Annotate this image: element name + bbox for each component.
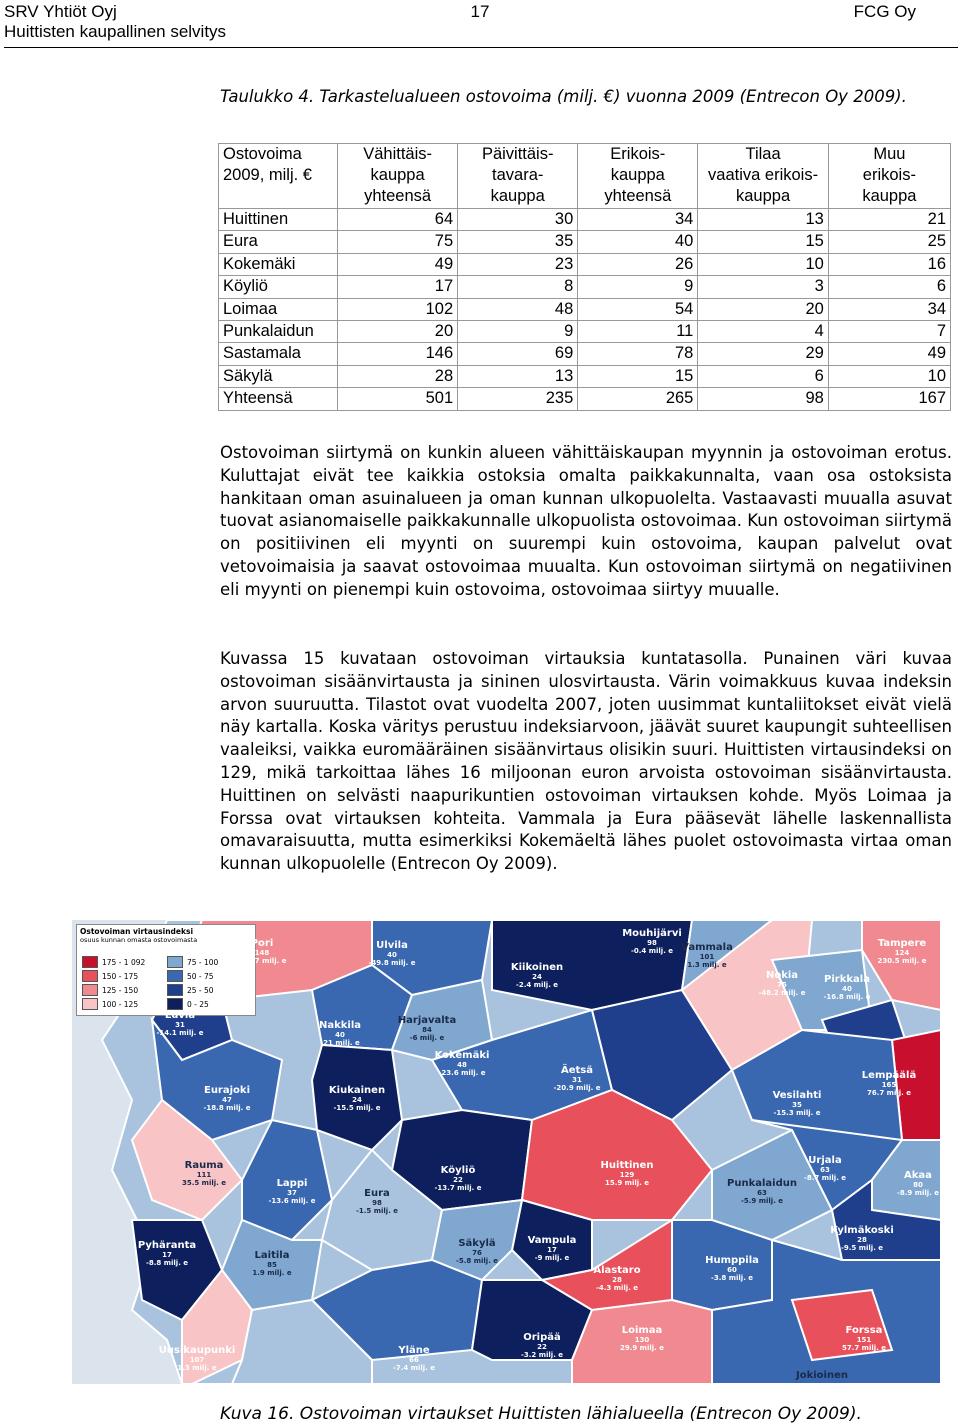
author-name: FCG Oy <box>853 2 916 21</box>
legend-range: 175 - 1 092 <box>102 957 146 967</box>
table-cell: 11 <box>578 321 698 343</box>
municipality-name: Loimaa <box>621 1325 663 1336</box>
legend-item <box>82 955 167 969</box>
company-name: SRV Yhtiöt Oyj <box>4 2 117 21</box>
table-cell: 6 <box>828 276 950 298</box>
municipality-flow: 1.3 milj. e <box>687 961 727 969</box>
municipality-label <box>369 1345 459 1372</box>
legend-range: 125 - 150 <box>102 985 139 995</box>
table-cell: 13 <box>698 209 828 231</box>
municipality-index: 76 <box>472 1249 482 1257</box>
municipality-name: Laitila <box>254 1250 290 1261</box>
table-cell: 235 <box>458 388 578 410</box>
municipality-name: Punkalaidun <box>727 1178 797 1189</box>
figure-caption: Kuva 16. Ostovoiman virtaukset Huittisten lähialueella (Entrecon Oy 2009). <box>220 1404 862 1424</box>
column-header: Erikois- kauppa yhteensä <box>578 144 698 209</box>
municipality-label <box>752 1090 842 1117</box>
municipality-index: 124 <box>894 949 910 957</box>
table-cell: 15 <box>698 231 828 253</box>
municipality-index: 66 <box>409 1356 419 1364</box>
municipality-index: 35 <box>792 1101 802 1109</box>
column-header: Muu erikois- kauppa <box>828 144 950 209</box>
municipality-flow: -8.8 milj. e <box>145 1259 189 1267</box>
municipality-label <box>159 1160 249 1187</box>
table-cell: 48 <box>458 298 578 320</box>
table-cell: 23 <box>458 253 578 275</box>
municipality-flow: -15.3 milj. e <box>773 1109 821 1117</box>
municipality-label <box>582 1160 672 1187</box>
municipality-index: 111 <box>196 1171 212 1179</box>
column-header: Vähittäis- kauppa yhteensä <box>338 144 458 209</box>
municipality-label <box>217 938 307 965</box>
municipality-index: 63 <box>757 1189 767 1197</box>
table-cell: 9 <box>578 276 698 298</box>
municipality-index: 24 <box>352 1096 362 1104</box>
legend-swatch <box>82 998 98 1010</box>
municipality-name: Eurajoki <box>203 1085 250 1096</box>
municipality-index: 47 <box>222 1096 232 1104</box>
column-header: Ostovoima 2009, milj. € <box>219 144 338 209</box>
municipality-flow: -8.9 milj. e <box>896 1189 940 1197</box>
municipality-flow: -9 milj. e <box>534 1254 570 1262</box>
municipality-index: 22 <box>537 1343 547 1351</box>
table-row <box>219 343 951 365</box>
municipality-flow: 29.9 milj. e <box>619 1344 665 1352</box>
municipality-name: Uusikaupunki <box>158 1345 236 1356</box>
table-cell: 20 <box>698 298 828 320</box>
table-cell: 29 <box>698 343 828 365</box>
table-cell: 8 <box>458 276 578 298</box>
municipality-flow: -13.6 milj. e <box>268 1197 316 1205</box>
table-cell: 54 <box>578 298 698 320</box>
municipality-index: 107 <box>189 1356 205 1364</box>
municipality-index: 130 <box>634 1336 650 1344</box>
municipality-name: Äetsä <box>560 1065 593 1076</box>
municipality-index: 63 <box>820 1166 830 1174</box>
table-cell: 10 <box>828 365 950 387</box>
municipality-label <box>597 1325 687 1352</box>
table-cell: 69 <box>458 343 578 365</box>
row-label: Eura <box>219 231 338 253</box>
municipality-label <box>662 942 752 969</box>
municipality-index: 151 <box>856 1336 872 1344</box>
municipality-name: Tampere <box>877 938 927 949</box>
municipality-index: 80 <box>913 1181 923 1189</box>
report-title: Huittisten kaupallinen selvitys <box>4 22 227 41</box>
municipality-name: Vesilahti <box>772 1090 822 1101</box>
municipality-flow: -1.5 milj. e <box>355 1207 399 1215</box>
municipality-flow: -0.4 milj. e <box>630 947 674 955</box>
table-cell: 7 <box>828 321 950 343</box>
row-label: Punkalaidun <box>219 321 338 343</box>
municipality-name: Luvia <box>164 1010 196 1021</box>
municipality-label <box>777 1370 867 1381</box>
table-cell: 30 <box>458 209 578 231</box>
page-number: 17 <box>470 2 490 21</box>
purchasing-power-table <box>218 143 951 411</box>
table-row <box>219 298 951 320</box>
table-cell: 75 <box>338 231 458 253</box>
municipality-index: 98 <box>372 1199 382 1207</box>
table-row <box>219 365 951 387</box>
municipality-index: 24 <box>532 973 542 981</box>
table-cell: 98 <box>698 388 828 410</box>
municipality-label <box>857 938 941 965</box>
municipality-name: Alastaro <box>593 1265 641 1276</box>
municipality-index: 40 <box>387 951 397 959</box>
municipality-name: Nokia <box>765 970 799 981</box>
municipality-flow: -6 milj. e <box>409 1034 445 1042</box>
legend-item <box>167 997 252 1011</box>
legend-item <box>82 969 167 983</box>
header-rule <box>4 47 958 48</box>
table-cell: 49 <box>828 343 950 365</box>
municipality-flow: -8.7 milj. e <box>803 1174 847 1182</box>
municipality-label <box>532 1065 622 1092</box>
legend-item <box>82 997 167 1011</box>
table-cell: 49 <box>338 253 458 275</box>
municipality-name: Eura <box>364 1188 390 1199</box>
municipality-flow: -49.8 milj. e <box>368 959 416 967</box>
legend-item <box>167 983 252 997</box>
municipality-label <box>572 1265 662 1292</box>
municipality-name: Pyhäranta <box>137 1240 197 1251</box>
row-label: Yhteensä <box>219 388 338 410</box>
table-cell: 102 <box>338 298 458 320</box>
municipality-label <box>873 1170 941 1197</box>
municipality-flow: 76.7 milj. e <box>866 1089 912 1097</box>
legend-subtitle: osuus kunnan omasta ostovoimasta <box>80 936 198 944</box>
flow-index-map <box>72 920 941 1384</box>
row-label: Loimaa <box>219 298 338 320</box>
table-cell: 10 <box>698 253 828 275</box>
municipality-index: 37 <box>287 1189 297 1197</box>
table-cell: 13 <box>458 365 578 387</box>
municipality-label <box>492 962 582 989</box>
municipality-label <box>802 974 892 1001</box>
municipality-flow: -21 milj. e <box>320 1039 360 1047</box>
legend-range: 75 - 100 <box>187 957 219 967</box>
municipality-index: 31 <box>175 1021 185 1029</box>
table-cell: 34 <box>578 209 698 231</box>
municipality-index: 48 <box>457 1061 467 1069</box>
table-row <box>219 209 951 231</box>
legend-swatch <box>167 998 183 1010</box>
municipality-label <box>817 1225 907 1252</box>
table-cell: 15 <box>578 365 698 387</box>
municipality-flow: -2.4 milj. e <box>515 981 559 989</box>
table-cell: 6 <box>698 365 828 387</box>
municipality-flow: 230.5 milj. e <box>877 957 927 965</box>
table-cell: 9 <box>458 321 578 343</box>
legend-swatch <box>82 984 98 996</box>
municipality-index: 28 <box>857 1236 867 1244</box>
table-cell: 35 <box>458 231 578 253</box>
municipality-flow: -4.3 milj. e <box>595 1284 639 1292</box>
municipality-name: Pirkkala <box>824 974 870 985</box>
table-cell: 265 <box>578 388 698 410</box>
row-label: Säkylä <box>219 365 338 387</box>
legend-range: 25 - 50 <box>187 985 214 995</box>
municipality-flow: -13.7 milj. e <box>434 1184 482 1192</box>
table-row <box>219 231 951 253</box>
municipality-index: 31 <box>572 1076 582 1084</box>
table-cell: 34 <box>828 298 950 320</box>
municipality-flow: -14.1 milj. e <box>156 1029 204 1037</box>
municipality-index: 28 <box>612 1276 622 1284</box>
table-cell: 146 <box>338 343 458 365</box>
legend-item <box>167 969 252 983</box>
municipality-flow: -5.9 milj. e <box>740 1197 784 1205</box>
municipality-name: Jokioinen <box>796 1370 848 1381</box>
municipality-index: 165 <box>881 1081 897 1089</box>
municipality-name: Kiikoinen <box>510 962 564 973</box>
municipality-index: 148 <box>254 949 270 957</box>
table-cell: 78 <box>578 343 698 365</box>
table-cell: 167 <box>828 388 950 410</box>
table-cell: 20 <box>338 321 458 343</box>
municipality-index: 40 <box>335 1031 345 1039</box>
municipality-label <box>295 1020 385 1047</box>
municipality-label <box>413 1165 503 1192</box>
legend-title: Ostovoiman virtausindeksi <box>80 927 194 936</box>
legend-item <box>82 983 167 997</box>
municipality-flow: -23.6 milj. e <box>438 1069 486 1077</box>
table-cell: 16 <box>828 253 950 275</box>
legend-range: 150 - 175 <box>102 971 139 981</box>
municipality-name: Kiukainen <box>328 1085 386 1096</box>
municipality-label <box>717 1178 807 1205</box>
municipality-flow: -18.8 milj. e <box>203 1104 251 1112</box>
municipality-index: 85 <box>267 1261 277 1269</box>
municipality-label <box>182 1085 272 1112</box>
municipality-name: Harjavalta <box>397 1015 457 1026</box>
table-caption: Taulukko 4. Tarkastelualueen ostovoima (milj. €) vuonna 2009 (Entrecon Oy 2009). <box>220 87 907 106</box>
municipality-label <box>135 1010 225 1037</box>
municipality-name: Urjala <box>808 1155 842 1166</box>
municipality-flow: -7.4 milj. e <box>392 1364 436 1372</box>
municipality-name: Vammala <box>681 942 733 953</box>
municipality-flow: 184.7 milj. e <box>237 957 287 965</box>
municipality-label <box>152 1345 242 1372</box>
municipality-label <box>122 1240 212 1267</box>
municipality-index: 17 <box>547 1246 557 1254</box>
legend-range: 100 - 125 <box>102 999 139 1009</box>
municipality-label <box>247 1178 337 1205</box>
table-row <box>219 276 951 298</box>
municipality-flow: -16.8 milj. e <box>823 993 871 1001</box>
municipality-label <box>497 1332 587 1359</box>
municipality-name: Akaa <box>904 1170 932 1181</box>
municipality-flow: -20.9 milj. e <box>553 1084 601 1092</box>
municipality-index: 40 <box>842 985 852 993</box>
table-row <box>219 321 951 343</box>
municipality-flow: 1.3 milj. e <box>177 1364 217 1372</box>
table-cell: 17 <box>338 276 458 298</box>
municipality-name: Lempäälä <box>861 1070 917 1081</box>
municipality-name: Säkylä <box>458 1238 496 1249</box>
municipality-name: Ulvila <box>376 940 408 951</box>
municipality-flow: -15.5 milj. e <box>333 1104 381 1112</box>
paragraph-flow-description: Kuvassa 15 kuvataan ostovoiman virtauksia kuntatasolla. Punainen väri kuvaa ostovoiman sisäänvirtausta ja sininen ulosvirtausta. Värin voimakkuus kuvaa indeksin arvon suuruutta. Tilastot ovat vuodelta 2007, joten uusimmat kuntaliitokset eivät vielä näy kartalla. Koska väritys perustuu indeksiarvoon, jäävät suuret kaupungit suhteellisen vaaleiksi, vaikka euromääräinen sisäänvirtaus olisikin suuri. Huittisten virtausindeksi on 129, mikä tarkoittaa lähes 16 miljoonan euron arvoista ostovoiman sisäänvirtausta. Huittinen on selvästi naapurikuntien ostovoiman virtauksen kohde. Myös Loimaa ja Forssa ovat virtauksen kohteita. Vammala ja Eura pääsevät lähelle laskennallista omavaraisuutta, mutta esimerkiksi Kokemäeltä lähes puolet ostovoimasta virtaa oman kunnan ulkopuolelle (Entrecon Oy 2009). <box>220 649 952 874</box>
municipality-name: Rauma <box>184 1160 224 1171</box>
municipality-name: Kylmäkoski <box>830 1225 894 1236</box>
municipality-index: 129 <box>619 1171 635 1179</box>
municipality-label <box>227 1250 317 1277</box>
municipality-name: Köyliö <box>440 1165 476 1176</box>
table-cell: 3 <box>698 276 828 298</box>
municipality-label <box>687 1255 777 1282</box>
row-label: Sastamala <box>219 343 338 365</box>
legend-range: 0 - 25 <box>187 999 209 1009</box>
municipality-label <box>819 1325 909 1352</box>
table-cell: 21 <box>828 209 950 231</box>
municipality-label <box>347 940 437 967</box>
row-label: Kokemäki <box>219 253 338 275</box>
table-row <box>219 388 951 410</box>
paragraph-purchasing-power-shift: Ostovoiman siirtymä on kunkin alueen vähittäiskaupan myynnin ja ostovoiman erotus. Kuluttajat eivät tee kaikkia ostoksia omalta paikkakunnalta, vaan osa ostoksista hankitaan oman asuinalueen ja oman kunnan ulkopuolelta. Vastaavasti muualla asuvat tuovat asianomaiselle paikkakunnalle ulkopuolista ostovoimaa. Kun ostovoiman siirtymä on positiivinen eli myynti on suurempi kuin ostovoima, kaupan palvelut ovat vetovoimaisia ja saavat ostovoimaa muualta. Kun ostovoiman siirtymä on negatiivinen eli myynti on pienempi kuin ostovoima, ostovoimaa siirtyy muualle. <box>220 443 952 599</box>
row-label: Huittinen <box>219 209 338 231</box>
table-cell: 64 <box>338 209 458 231</box>
column-header: Tilaa vaativa erikois- kauppa <box>698 144 828 209</box>
municipality-flow: 1.9 milj. e <box>252 1269 292 1277</box>
municipality-label <box>432 1238 522 1265</box>
municipality-flow: -48.2 milj. e <box>758 989 806 997</box>
municipality-index: 101 <box>699 953 715 961</box>
legend-swatch <box>167 970 183 982</box>
municipality-flow: -9.5 milj. e <box>840 1244 884 1252</box>
municipality-flow: 35.5 milj. e <box>181 1179 227 1187</box>
municipality-label <box>780 1155 870 1182</box>
table-header-row <box>219 144 951 209</box>
municipality-name: Forssa <box>845 1325 883 1336</box>
municipality-name: Oripää <box>523 1332 561 1343</box>
municipality-flow: 15.9 milj. e <box>604 1179 650 1187</box>
municipality-name: Humppila <box>705 1255 759 1266</box>
municipality-index: 98 <box>647 939 657 947</box>
row-label: Köyliö <box>219 276 338 298</box>
municipality-index: 84 <box>422 1026 432 1034</box>
municipality-flow: -3.2 milj. e <box>520 1351 564 1359</box>
municipality-label <box>332 1188 422 1215</box>
municipality-name: Mouhijärvi <box>622 928 682 939</box>
municipality-index: 60 <box>727 1266 737 1274</box>
municipality-label <box>312 1085 402 1112</box>
table-cell: 28 <box>338 365 458 387</box>
municipality-name: Kokemäki <box>434 1050 490 1061</box>
municipality-index: 75 <box>777 981 787 989</box>
table-cell: 4 <box>698 321 828 343</box>
municipality-name: Vampula <box>527 1235 577 1246</box>
municipality-label <box>382 1015 472 1042</box>
legend-swatch <box>82 970 98 982</box>
municipality-name: Lappi <box>276 1178 308 1189</box>
municipality-name: Nakkila <box>318 1020 362 1031</box>
column-header: Päivittäis- tavara- kauppa <box>458 144 578 209</box>
table-cell: 40 <box>578 231 698 253</box>
municipality-label <box>844 1070 934 1097</box>
legend-swatch <box>82 956 98 968</box>
municipality-index: 22 <box>453 1176 463 1184</box>
municipality-flow: -3.8 milj. e <box>710 1274 754 1282</box>
table-cell: 25 <box>828 231 950 253</box>
table-row <box>219 253 951 275</box>
municipality-label <box>417 1050 507 1077</box>
municipality-name: Pori <box>250 938 274 949</box>
legend-swatch <box>167 956 183 968</box>
municipality-name: Yläne <box>398 1345 430 1356</box>
legend-swatch <box>167 984 183 996</box>
table-cell: 501 <box>338 388 458 410</box>
municipality-name: Huittinen <box>600 1160 654 1171</box>
table-cell: 26 <box>578 253 698 275</box>
municipality-flow: 57.7 milj. e <box>841 1344 887 1352</box>
legend-range: 50 - 75 <box>187 971 214 981</box>
municipality-index: 17 <box>162 1251 172 1259</box>
municipality-flow: -5.8 milj. e <box>455 1257 499 1265</box>
